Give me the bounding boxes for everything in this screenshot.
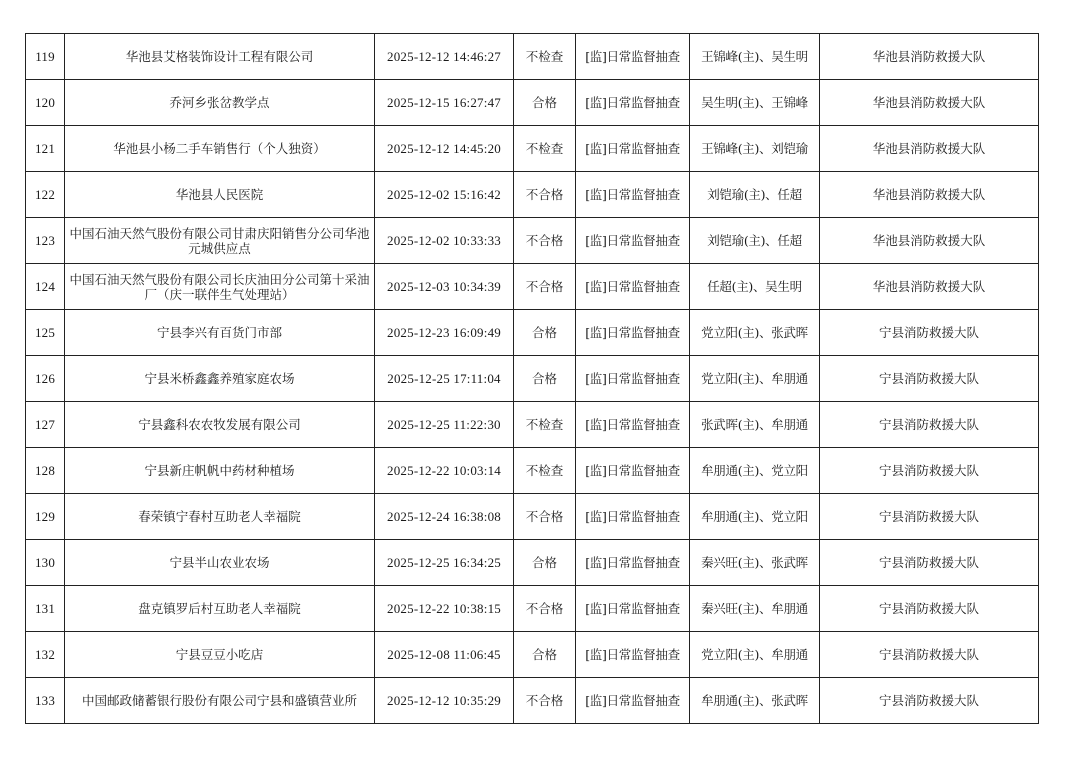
inspectors-cell: 吴生明(主)、王锦峰: [690, 80, 820, 126]
inspection-type-cell: [监]日常监督抽查: [576, 218, 690, 264]
result-cell: 合格: [514, 540, 576, 586]
table-row: [26, 678, 1039, 724]
inspection-time-cell: 2025-12-12 10:35:29: [375, 678, 514, 724]
unit-name-cell: 宁县米桥鑫鑫养殖家庭农场: [65, 356, 375, 402]
inspection-type-cell: [监]日常监督抽查: [576, 80, 690, 126]
inspection-type-cell: [监]日常监督抽查: [576, 356, 690, 402]
agency-cell: 华池县消防救援大队: [820, 218, 1039, 264]
row-number-cell: 121: [26, 126, 65, 172]
unit-name-cell: 乔河乡张岔教学点: [65, 80, 375, 126]
agency-cell: 宁县消防救援大队: [820, 356, 1039, 402]
inspection-time-cell: 2025-12-03 10:34:39: [375, 264, 514, 310]
inspectors-cell: 党立阳(主)、张武晖: [690, 310, 820, 356]
row-number-cell: 131: [26, 586, 65, 632]
row-number-cell: 126: [26, 356, 65, 402]
inspection-time-cell: 2025-12-25 11:22:30: [375, 402, 514, 448]
result-cell: 不合格: [514, 678, 576, 724]
inspection-time-cell: 2025-12-08 11:06:45: [375, 632, 514, 678]
unit-name-cell: 中国石油天然气股份有限公司甘肃庆阳销售分公司华池元城供应点: [65, 218, 375, 264]
unit-name-cell: 宁县新庄帆帆中药材种植场: [65, 448, 375, 494]
inspectors-cell: 牟朋通(主)、张武晖: [690, 678, 820, 724]
row-number-cell: 128: [26, 448, 65, 494]
inspectors-cell: 王锦峰(主)、吴生明: [690, 34, 820, 80]
result-cell: 合格: [514, 310, 576, 356]
inspection-time-cell: 2025-12-22 10:38:15: [375, 586, 514, 632]
row-number-cell: 125: [26, 310, 65, 356]
inspection-type-cell: [监]日常监督抽查: [576, 402, 690, 448]
inspection-time-cell: 2025-12-22 10:03:14: [375, 448, 514, 494]
agency-cell: 华池县消防救援大队: [820, 126, 1039, 172]
inspection-time-cell: 2025-12-12 14:45:20: [375, 126, 514, 172]
row-number-cell: 123: [26, 218, 65, 264]
agency-cell: 宁县消防救援大队: [820, 402, 1039, 448]
inspectors-cell: 党立阳(主)、牟朋通: [690, 356, 820, 402]
result-cell: 合格: [514, 632, 576, 678]
inspection-time-cell: 2025-12-25 16:34:25: [375, 540, 514, 586]
agency-cell: 宁县消防救援大队: [820, 448, 1039, 494]
agency-cell: 宁县消防救援大队: [820, 494, 1039, 540]
table-row: [26, 586, 1039, 632]
table-row: [26, 402, 1039, 448]
inspectors-cell: 牟朋通(主)、党立阳: [690, 448, 820, 494]
result-cell: 不检查: [514, 448, 576, 494]
row-number-cell: 129: [26, 494, 65, 540]
inspectors-cell: 秦兴旺(主)、牟朋通: [690, 586, 820, 632]
table-row: [26, 172, 1039, 218]
inspection-type-cell: [监]日常监督抽查: [576, 126, 690, 172]
inspection-time-cell: 2025-12-25 17:11:04: [375, 356, 514, 402]
agency-cell: 宁县消防救援大队: [820, 540, 1039, 586]
inspectors-cell: 张武晖(主)、牟朋通: [690, 402, 820, 448]
table-row: [26, 494, 1039, 540]
result-cell: 不合格: [514, 218, 576, 264]
table-row: [26, 34, 1039, 80]
unit-name-cell: 华池县小杨二手车销售行（个人独资）: [65, 126, 375, 172]
inspectors-cell: 任超(主)、吴生明: [690, 264, 820, 310]
inspection-table-sheet: [25, 33, 1038, 724]
inspection-type-cell: [监]日常监督抽查: [576, 678, 690, 724]
unit-name-cell: 华池县人民医院: [65, 172, 375, 218]
row-number-cell: 127: [26, 402, 65, 448]
unit-name-cell: 宁县半山农业农场: [65, 540, 375, 586]
inspection-time-cell: 2025-12-02 10:33:33: [375, 218, 514, 264]
result-cell: 不合格: [514, 494, 576, 540]
agency-cell: 宁县消防救援大队: [820, 310, 1039, 356]
unit-name-cell: 华池县艾格装饰设计工程有限公司: [65, 34, 375, 80]
inspection-time-cell: 2025-12-15 16:27:47: [375, 80, 514, 126]
inspection-time-cell: 2025-12-02 15:16:42: [375, 172, 514, 218]
agency-cell: 华池县消防救援大队: [820, 264, 1039, 310]
row-number-cell: 124: [26, 264, 65, 310]
row-number-cell: 119: [26, 34, 65, 80]
table-row: [26, 310, 1039, 356]
result-cell: 不合格: [514, 172, 576, 218]
result-cell: 不检查: [514, 402, 576, 448]
table-row: [26, 540, 1039, 586]
agency-cell: 宁县消防救援大队: [820, 678, 1039, 724]
inspection-type-cell: [监]日常监督抽查: [576, 34, 690, 80]
table-row: [26, 356, 1039, 402]
table-row: [26, 126, 1039, 172]
table-row: [26, 264, 1039, 310]
inspection-time-cell: 2025-12-24 16:38:08: [375, 494, 514, 540]
row-number-cell: 130: [26, 540, 65, 586]
unit-name-cell: 宁县李兴有百货门市部: [65, 310, 375, 356]
unit-name-cell: 中国邮政储蓄银行股份有限公司宁县和盛镇营业所: [65, 678, 375, 724]
agency-cell: 华池县消防救援大队: [820, 172, 1039, 218]
inspectors-cell: 秦兴旺(主)、张武晖: [690, 540, 820, 586]
result-cell: 不合格: [514, 264, 576, 310]
unit-name-cell: 中国石油天然气股份有限公司长庆油田分公司第十采油厂（庆一联伴生气处理站）: [65, 264, 375, 310]
inspection-type-cell: [监]日常监督抽查: [576, 310, 690, 356]
unit-name-cell: 宁县豆豆小吃店: [65, 632, 375, 678]
inspection-time-cell: 2025-12-23 16:09:49: [375, 310, 514, 356]
result-cell: 不检查: [514, 126, 576, 172]
table-row: [26, 80, 1039, 126]
agency-cell: 华池县消防救援大队: [820, 34, 1039, 80]
table-row: [26, 218, 1039, 264]
agency-cell: 宁县消防救援大队: [820, 632, 1039, 678]
result-cell: 合格: [514, 80, 576, 126]
inspection-type-cell: [监]日常监督抽查: [576, 448, 690, 494]
agency-cell: 宁县消防救援大队: [820, 586, 1039, 632]
inspection-type-cell: [监]日常监督抽查: [576, 632, 690, 678]
unit-name-cell: 盘克镇罗后村互助老人幸福院: [65, 586, 375, 632]
table-row: [26, 448, 1039, 494]
result-cell: 不检查: [514, 34, 576, 80]
inspection-records-table: [25, 33, 1039, 724]
inspection-type-cell: [监]日常监督抽查: [576, 586, 690, 632]
inspectors-cell: 刘铠瑜(主)、任超: [690, 172, 820, 218]
inspection-type-cell: [监]日常监督抽查: [576, 540, 690, 586]
inspectors-cell: 党立阳(主)、牟朋通: [690, 632, 820, 678]
row-number-cell: 133: [26, 678, 65, 724]
row-number-cell: 122: [26, 172, 65, 218]
inspectors-cell: 王锦峰(主)、刘铠瑜: [690, 126, 820, 172]
unit-name-cell: 宁县鑫科农农牧发展有限公司: [65, 402, 375, 448]
inspection-time-cell: 2025-12-12 14:46:27: [375, 34, 514, 80]
inspection-type-cell: [监]日常监督抽查: [576, 494, 690, 540]
agency-cell: 华池县消防救援大队: [820, 80, 1039, 126]
inspection-type-cell: [监]日常监督抽查: [576, 172, 690, 218]
inspectors-cell: 刘铠瑜(主)、任超: [690, 218, 820, 264]
inspection-type-cell: [监]日常监督抽查: [576, 264, 690, 310]
table-body: [26, 34, 1039, 724]
table-row: [26, 632, 1039, 678]
inspectors-cell: 牟朋通(主)、党立阳: [690, 494, 820, 540]
row-number-cell: 120: [26, 80, 65, 126]
row-number-cell: 132: [26, 632, 65, 678]
result-cell: 不合格: [514, 586, 576, 632]
unit-name-cell: 春荣镇宁春村互助老人幸福院: [65, 494, 375, 540]
result-cell: 合格: [514, 356, 576, 402]
